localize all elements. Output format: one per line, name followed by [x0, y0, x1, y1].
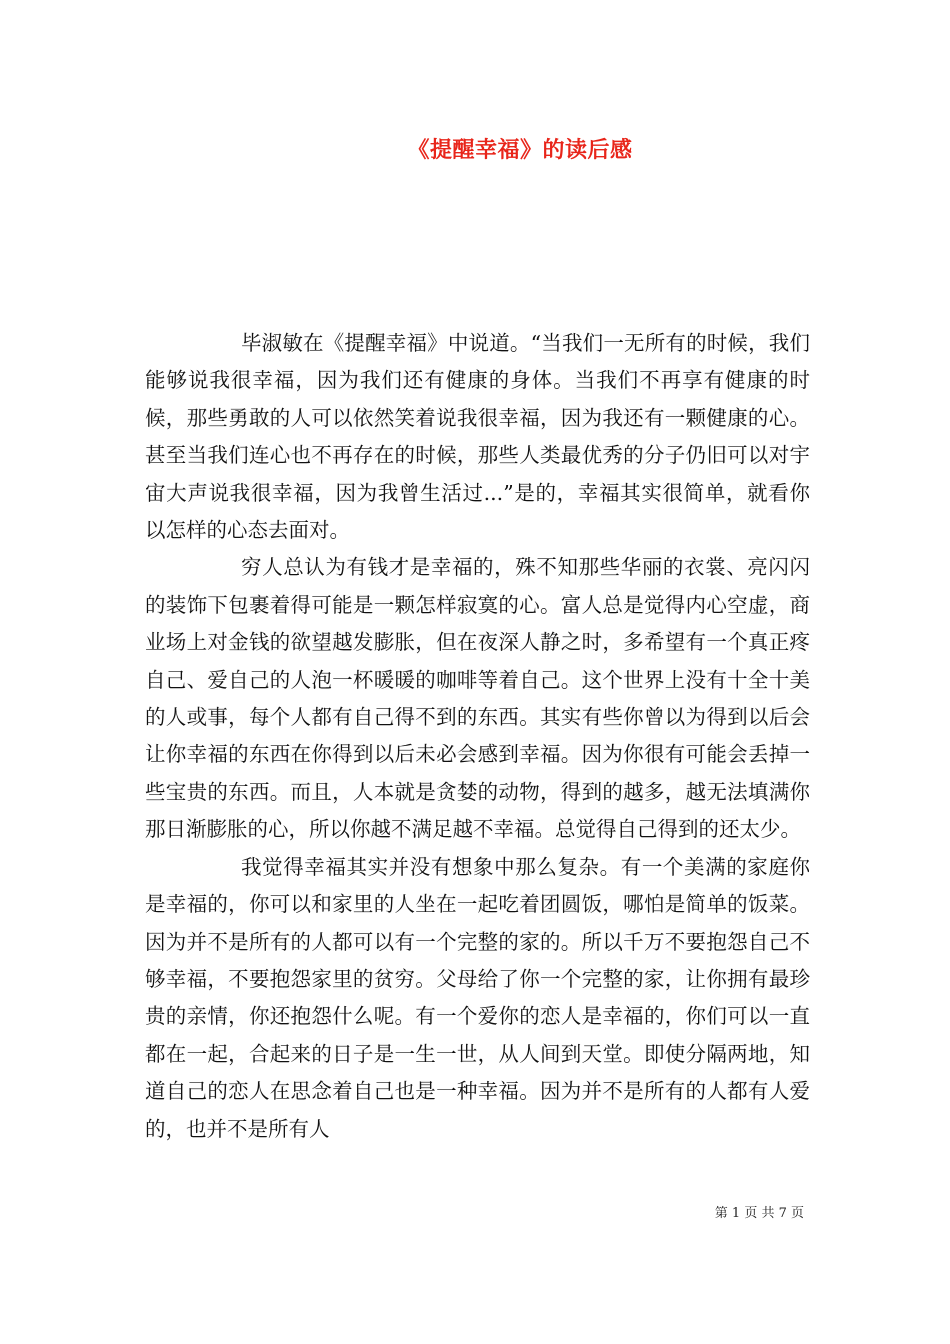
paragraph-3: 我觉得幸福其实并没有想象中那么复杂。有一个美满的家庭你是幸福的，你可以和家里的人坐在一起吃着团圆饭，哪怕是简单的饭菜。因为并不是所有的人都可以有一个完整的家的。所以千万不要抱怨自己不够幸福，不要抱怨家里的贫穷。父母给了你一个完整的家，让你拥有最珍贵的亲情，你还抱怨什么呢。有一个爱你的恋人是幸福的，你们可以一直都在一起，合起来的日子是一生一世，从人间到天堂。即使分隔两地，知道自己的恋人在思念着自己也是一种幸福。因为并不是所有的人都有人爱的，也并不是所有人: [145, 854, 810, 1141]
document-body: [145, 325, 810, 1148]
paragraph-1: 毕淑敏在《提醒幸福》中说道。“当我们一无所有的时候，我们能够说我很幸福，因为我们还有健康的身体。当我们不再享有健康的时候，那些勇敢的人可以依然笑着说我很幸福，因为我还有一颗健康的心。甚至当我们连心也不再存在的时候，那些人类最优秀的分子仍旧可以对宇宙大声说我很幸福，因为我曾生活过...”是的，幸福其实很简单，就看你以怎样的心态去面对。: [145, 331, 810, 543]
page-number-footer: 第 1 页 共 7 页: [714, 1206, 804, 1221]
document-title: 《提醒幸福》的读后感: [407, 137, 633, 163]
paragraph-2: 穷人总认为有钱才是幸福的，殊不知那些华丽的衣裳、亮闪闪的装饰下包裹着得可能是一颗怎样寂寞的心。富人总是觉得内心空虚，商业场上对金钱的欲望越发膨胀，但在夜深人静之时，多希望有一个真正疼自己、爱自己的人泡一杯暖暖的咖啡等着自己。这个世界上没有十全十美的人或事，每个人都有自己得不到的东西。其实有些你曾以为得到以后会让你幸福的东西在你得到以后未必会感到幸福。因为你很有可能会丢掉一些宝贵的东西。而且，人本就是贪婪的动物，得到的越多，越无法填满你那日渐膨胀的心，所以你越不满足越不幸福。总觉得自己得到的还太少。: [145, 555, 810, 842]
